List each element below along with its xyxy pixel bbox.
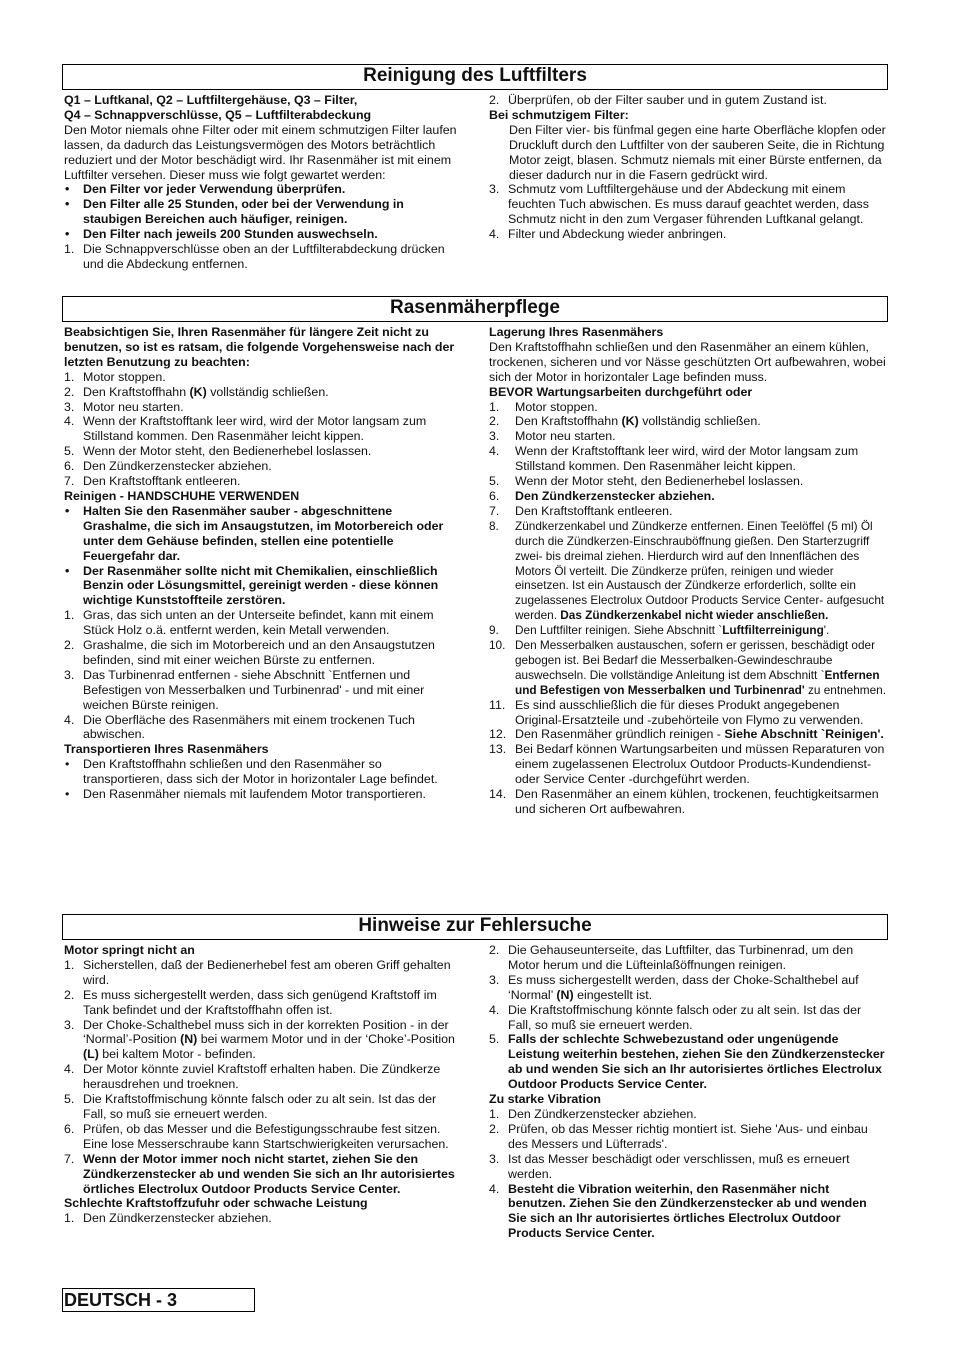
- list-item: 2. Die Gehauseunterseite, das Luftfilter, das Turbinenrad, um den Motor herum und die Lüfteinlaßöffnungen reinigen.: [489, 943, 854, 972]
- parts-legend-2: Q4 – Schnappverschlüsse, Q5 – Luftfilterabdeckung: [64, 107, 372, 122]
- mower-care-left-column: [64, 325, 462, 802]
- subheading: Bei schmutzigem Filter:: [489, 107, 629, 122]
- parts-legend-1: Q1 – Luftkanal, Q2 – Luftfiltergehäuse, Q3 – Filter,: [64, 93, 358, 107]
- subheading: BEVOR Wartungsarbeiten durchgeführt oder: [489, 384, 753, 399]
- list-item: 9. Den Luftfilter reinigen. Siehe Abschnitt `Luftfilterreinigung'.: [489, 623, 830, 638]
- list-item: 5. Die Kraftstoffmischung könnte falsch oder zu alt sein. Ist das der Fall, so muß sie erneuert werden.: [64, 1092, 437, 1121]
- list-item: 5. Falls der schlechte Schwebezustand oder ungenügende Leistung weiterhin bestehen, ziehen Sie den Zündkerzenstecker ab und wenden Sie sich an Ihr autorisiertes örtliches Electrolux Outdoor Products Service Center.: [489, 1032, 885, 1092]
- list-item: 12. Den Rasenmäher gründlich reinigen - Siehe Abschnitt `Reinigen'.: [489, 727, 884, 742]
- list-item: 2. Den Kraftstoffhahn (K) vollständig schließen.: [64, 384, 329, 399]
- troubleshooting-left-column: [64, 943, 462, 1226]
- page-language-label: DEUTSCH - 3: [62, 1288, 255, 1312]
- air-filter-right-column: [489, 93, 887, 242]
- list-item: 4. Die Oberfläche des Rasenmähers mit einem trockenen Tuch abwischen.: [64, 712, 415, 742]
- list-item: 3. Ist das Messer beschädigt oder verschlissen, muß es erneuert werden.: [489, 1151, 850, 1181]
- list-item: 7. Den Kraftstofftank entleeren.: [64, 474, 241, 489]
- list-item: 8. Zündkerzenkabel und Zündkerze entfernen. Einen Teelöffel (5 ml) Öl durch die Zündkerzen-Einschrauböffnung gießen. Den Starterzugriff zwei- bis dreimal ziehen. Hierdurch wird auf den Innenflächen des Motors Öl verteilt. Die Zündkerze prüfen, reinigen und wieder einsetzen. Ist ein Austausch der Zündkerze erforderlich, sollte ein zugelassenes Electrolux Outdoor Products Service Center- aufgesucht werden. Das Zündkerzenkabel nicht wieder anschließen.: [489, 518, 885, 623]
- paragraph: Den Filter vier- bis fünfmal gegen eine harte Oberfläche klopfen oder Druckluft durch den Luftfilter von der sauberen Seite, die in Richtung Motor zeigt, blasen. Schmutz niemals mit einer Bürste entfernen, da dieser dadurch nur in die Fasern gedrückt wird.: [509, 122, 886, 182]
- list-item: 4. Der Motor könnte zuviel Kraftstoff erhalten haben. Die Zündkerze herausdrehen und troeknen.: [64, 1062, 441, 1092]
- list-item: 1. Gras, das sich unten an der Unterseite befindet, kann mit einem Stück Holz o.ä. entfernt werden, kein Metall verwenden.: [64, 608, 434, 638]
- list-item: 3. Das Turbinenrad entfernen - siehe Abschnitt `Entfernen und Befestigen von Messerbalken und Turbinenrad' - und mit einer weichen Bürste reinigen.: [64, 667, 425, 712]
- bullet-icon: •: [65, 503, 70, 518]
- list-item: 3. Der Choke-Schalthebel muss sich in der korrekten Position - in der ‘Normal’-Position (N) bei warmem Motor und in der ‘Choke’-Position (L) bei kaltem Motor - befinden.: [64, 1017, 455, 1062]
- storage-intro: Beabsichtigen Sie, Ihren Rasenmäher für längere Zeit nicht zu benutzen, so ist es ratsam, die folgende Vorgehensweise nach der letzten Benutzung zu beachten:: [64, 325, 455, 369]
- paragraph: Den Kraftstoffhahn schließen und den Rasenmäher an einem kühlen, trockenen, sicheren und vor Nässe geschützten Ort aufbewahren, wobei sich der Motor in horizontaler Lage befinden muss.: [489, 339, 886, 384]
- list-item: 3. Schmutz vom Luftfiltergehäuse und der Abdeckung mit einem feuchten Tuch abwischen. Es muss darauf geachtet werden, dass Schmutz nicht in den zum Vergaser führenden Luftkanal gelangt.: [489, 182, 869, 227]
- bullet-icon: •: [65, 227, 70, 242]
- list-item: 6. Prüfen, ob das Messer und die Befestigungsschraube fest sitzen. Eine lose Messerschraube kann Startschwierigkeiten verursachen.: [64, 1121, 449, 1151]
- subheading: Transportieren Ihres Rasenmähers: [64, 742, 269, 757]
- list-item: 1. Die Schnappverschlüsse oben an der Luftfilterabdeckung drücken und die Abdeckung entfernen.: [64, 242, 445, 271]
- list-item: 7. Den Kraftstofftank entleeren.: [489, 503, 673, 518]
- troubleshooting-right-column: [489, 943, 887, 1241]
- list-item: 14. Den Rasenmäher an einem kühlen, trockenen, feuchtigkeitsarmen und sicheren Ort aufbewahren.: [489, 787, 879, 816]
- list-item: 3. Motor neu starten.: [489, 429, 616, 444]
- mower-care-right-column: [489, 325, 887, 817]
- section-title-troubleshooting: Hinweise zur Fehlersuche: [62, 914, 888, 940]
- list-item: • Den Rasenmäher niemals mit laufendem Motor transportieren.: [65, 787, 426, 802]
- air-filter-left-column: [64, 93, 462, 272]
- bullet-icon: •: [65, 197, 70, 212]
- list-item: 1. Den Zündkerzenstecker abziehen.: [489, 1106, 697, 1121]
- list-item: 10. Den Messerbalken austauschen, sofern er gerissen, beschädigt oder gebogen ist. Bei Bedarf die Messerbalken-Gewindeschraube auswechseln. Die vollständige Anleitung ist dem Abschnitt `Entfernen und Befestigen von Messerbalken und Turbinenrad' zu entnehmen.: [489, 638, 887, 697]
- list-item: 1. Motor stoppen.: [64, 369, 166, 384]
- bullet-icon: •: [65, 563, 70, 578]
- list-item: 5. Wenn der Motor steht, den Bedienerhebel loslassen.: [64, 444, 372, 459]
- list-item: 4. Filter und Abdeckung wieder anbringen.: [489, 227, 727, 242]
- list-item: 2. Grashalme, die sich im Motorbereich und an den Ansaugstutzen befinden, sind mit einer weichen Bürste zu entfernen.: [64, 638, 435, 667]
- subheading: Schlechte Kraftstoffzufuhr oder schwache Leistung: [64, 1196, 368, 1211]
- section-title-mower-care: Rasenmäherpflege: [62, 296, 888, 322]
- section-title-air-filter: Reinigung des Luftfilters: [62, 64, 888, 90]
- list-item: • Halten Sie den Rasenmäher sauber - abgeschnittene Grashalme, die sich im Ansaugstutzen, im Motorbereich oder unter dem Gehäuse befinden, stellen eine potentielle Feuergefahr dar.: [65, 503, 444, 563]
- list-item: 4. Wenn der Kraftstofftank leer wird, wird der Motor langsam zum Stillstand kommen. Den Rasenmäher leicht kippen.: [64, 414, 427, 444]
- list-item: 7. Wenn der Motor immer noch nicht startet, ziehen Sie den Zündkerzenstecker ab und wenden Sie sich an Ihr autorisiertes örtliches Electrolux Outdoor Products Service Center.: [64, 1151, 455, 1196]
- list-item: 1. Sicherstellen, daß der Bedienerhebel fest am oberen Griff gehalten wird.: [64, 957, 451, 987]
- list-item: • Den Filter alle 25 Stunden, oder bei der Verwendung in staubigen Bereichen auch häufiger, reinigen.: [65, 197, 404, 227]
- subheading: Lagerung Ihres Rasenmähers: [489, 325, 664, 339]
- list-item: 2. Überprüfen, ob der Filter sauber und in gutem Zustand ist.: [489, 93, 827, 107]
- list-item: 1. Den Zündkerzenstecker abziehen.: [64, 1211, 272, 1226]
- list-item: 4. Wenn der Kraftstofftank leer wird, wird der Motor langsam zum Stillstand kommen. Den Rasenmäher leicht kippen.: [489, 444, 859, 474]
- list-item: 2. Den Kraftstoffhahn (K) vollständig schließen.: [489, 414, 761, 429]
- list-item: 4. Die Kraftstoffmischung könnte falsch oder zu alt sein. Ist das der Fall, so muß sie erneuert werden.: [489, 1002, 862, 1032]
- list-item: • Den Kraftstoffhahn schließen und den Rasenmäher so transportieren, dass sich der Motor in horizontaler Lage befindet.: [65, 757, 438, 787]
- subheading: Motor springt nicht an: [64, 943, 195, 957]
- list-item: 13. Bei Bedarf können Wartungsarbeiten und müssen Reparaturen von einem zugelassenen Electrolux Outdoor Products-Kundendienst- oder Service Center -durchgeführt werden.: [489, 742, 885, 787]
- list-item: 3. Motor neu starten.: [64, 399, 184, 414]
- list-item: • Den Filter nach jeweils 200 Stunden auswechseln.: [65, 227, 378, 242]
- list-item: 2. Es muss sichergestellt werden, dass sich genügend Kraftstoff im Tank befindet und der Kraftstoffhahn offen ist.: [64, 987, 437, 1017]
- bullet-icon: •: [65, 182, 70, 197]
- bullet-icon: •: [65, 787, 70, 802]
- list-item: 11. Es sind ausschließlich die für dieses Produkt angegebenen Original-Ersatzteile und -zubehörteile von Flymo zu verwenden.: [489, 697, 864, 727]
- bullet-icon: •: [65, 757, 70, 772]
- list-item: 4. Besteht die Vibration weiterhin, den Rasenmäher nicht benutzen. Ziehen Sie den Zündkerzenstecker ab und wenden Sie sich an Ihr autorisiertes örtliches Electrolux Outdoor Products Service Center.: [489, 1181, 867, 1241]
- list-item: 6. Den Zündkerzenstecker abziehen.: [64, 459, 272, 474]
- list-item: • Den Filter vor jeder Verwendung überprüfen.: [65, 182, 346, 197]
- list-item: 2. Prüfen, ob das Messer richtig montiert ist. Siehe 'Aus- und einbau des Messers und Lüfterrads'.: [489, 1121, 868, 1151]
- subheading: Zu starke Vibration: [489, 1092, 602, 1107]
- subheading: Reinigen - HANDSCHUHE VERWENDEN: [64, 488, 300, 503]
- list-item: 1. Motor stoppen.: [489, 399, 598, 414]
- list-item: 3. Es muss sichergestellt werden, dass der Choke-Schalthebel auf ‘Normal’ (N) eingestellt ist.: [489, 972, 859, 1002]
- list-item: 6. Den Zündkerzenstecker abziehen.: [489, 488, 715, 503]
- air-filter-intro: Den Motor niemals ohne Filter oder mit einem schmutzigen Filter laufen lassen, da dadurch das Leistungsvermögen des Motors beträchtlich reduziert und der Motor beschädigt wird. Ihr Rasenmäher ist mit einem Luftfilter versehen. Dieser muss wie folgt gewartet werden:: [64, 122, 457, 182]
- list-item: • Der Rasenmäher sollte nicht mit Chemikalien, einschließlich Benzin oder Lösungsmittel, gereinigt werden - diese können wichtige Kunststoffteile zerstören.: [65, 563, 439, 608]
- list-item: 5. Wenn der Motor steht, den Bedienerhebel loslassen.: [489, 474, 804, 489]
